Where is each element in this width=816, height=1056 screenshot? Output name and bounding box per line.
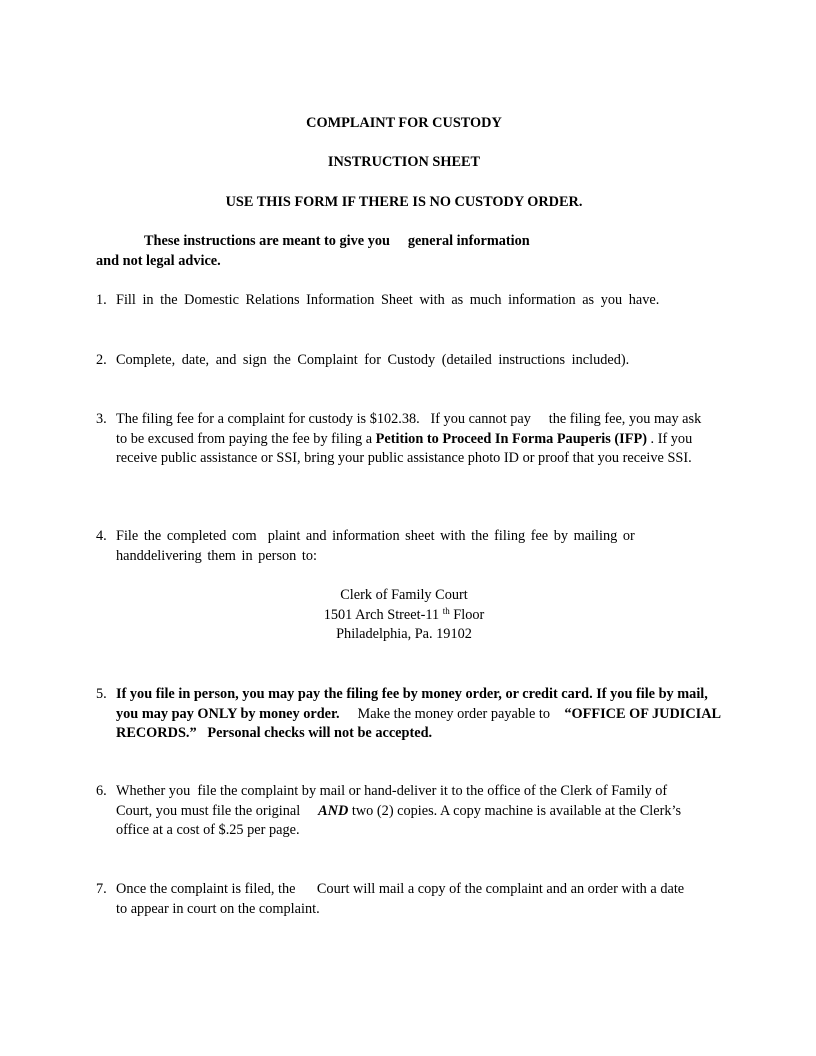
intro-disclaimer — [96, 232, 716, 271]
clerk-address — [0, 586, 808, 645]
item-text — [116, 685, 724, 744]
document-subtitle: INSTRUCTION SHEET — [327, 154, 481, 170]
payment-methods-note: If you file in person, you may pay the filing fee by money order, or credit card. If you file by mail, you may pay ONLY by money order. — [116, 686, 708, 722]
item-text: File the completed com plaint and information sheet with the filing fee by mailing or handdelivering them in person to: — [116, 528, 641, 564]
item-text — [116, 782, 706, 841]
item-number: 1. — [96, 292, 107, 308]
item-text: Once the complaint is filed, the Court will mail a copy of the complaint and an order with a date to appear in court on the complaint. — [116, 881, 688, 917]
instruction-item-6 — [96, 782, 726, 841]
instruction-item-7 — [96, 880, 726, 919]
item-number: 4. — [96, 528, 107, 544]
usage-notice: USE THIS FORM IF THERE IS NO CUSTODY ORDER. — [225, 194, 583, 210]
intro-line-1: These instructions are meant to give you general information — [144, 233, 530, 249]
address-floor: Floor — [449, 606, 485, 623]
instruction-item-2 — [96, 351, 726, 371]
ifp-petition-name: Petition to Proceed In Forma Pauperis (IFP) — [375, 430, 647, 447]
and-emphasis: AND — [318, 802, 349, 819]
item-text: Complete, date, and sign the Complaint for Custody (detailed instructions included). — [116, 352, 630, 368]
intro-line-2: and not legal advice. — [96, 252, 221, 269]
address-line-2 — [0, 606, 808, 626]
item-text-part: Make the money order payable to — [339, 705, 565, 722]
item-number: 7. — [96, 881, 107, 897]
document-title: COMPLAINT FOR CUSTODY — [306, 115, 502, 131]
item-text-part: two (2) copies. A copy machine is available at the Clerk’s office at a cost of $.25 per page. — [116, 802, 682, 838]
instruction-item-3 — [96, 410, 726, 469]
address-line-1: Clerk of Family Court — [340, 587, 468, 603]
item-number: 3. — [96, 411, 107, 427]
item-text-part: The filing fee for a complaint for custody is $102.38. If you cannot pay the filing fee, you may ask to be excused from paying the fee by filing a — [116, 411, 705, 447]
instruction-item-5 — [96, 685, 726, 744]
ordinal-suffix: th — [442, 605, 450, 616]
payee-and-checks-note: “OFFICE OF JUDICIAL RECORDS.” Personal checks will not be accepted. — [116, 705, 724, 741]
item-text: Fill in the Domestic Relations Information Sheet with as much information as you have. — [116, 292, 660, 308]
item-number: 6. — [96, 783, 107, 799]
instruction-item-4 — [96, 527, 726, 566]
address-line-3: Philadelphia, Pa. 19102 — [336, 626, 472, 642]
address-street: 1501 Arch Street-11 — [323, 606, 443, 623]
item-text-part: . If you receive public assistance or SSI, bring your public assistance photo ID or proof that you receive SSI. — [116, 430, 693, 466]
item-number: 5. — [96, 686, 107, 702]
item-number: 2. — [96, 352, 107, 368]
item-text — [116, 410, 706, 469]
item-text-part: Whether you file the complaint by mail or hand-deliver it to the office of the Clerk of Family of Court, you must file the original — [116, 783, 671, 819]
instruction-item-1 — [96, 291, 726, 311]
